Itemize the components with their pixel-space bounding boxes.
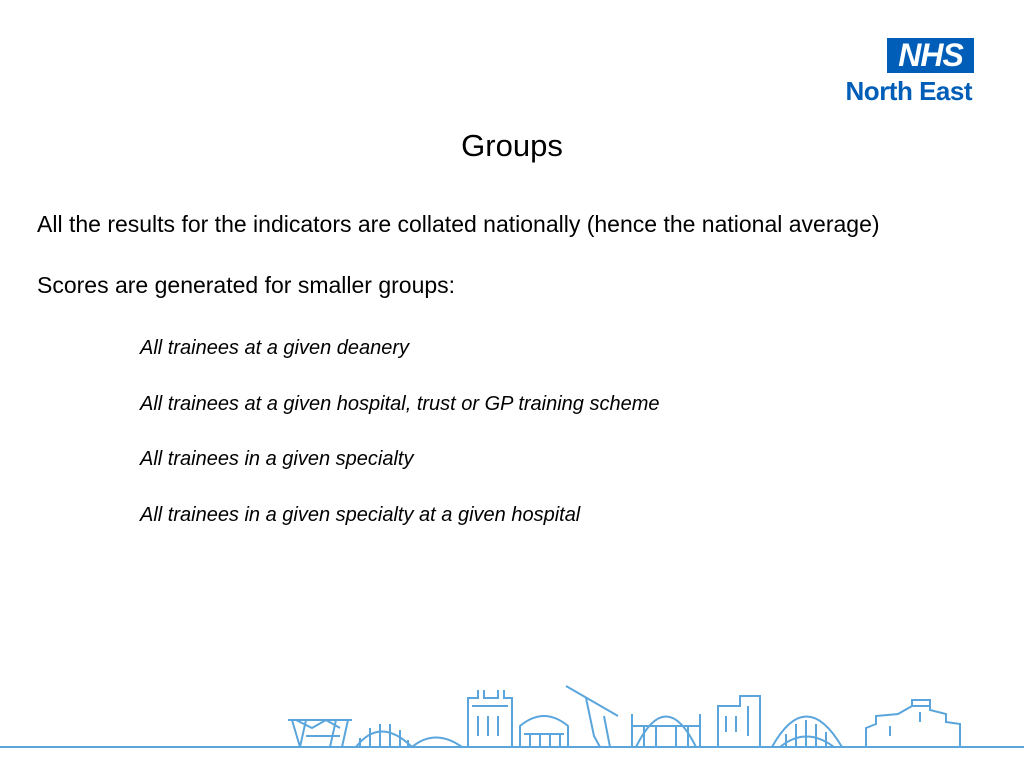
north-east-skyline-illustration — [0, 676, 1024, 768]
nhs-north-east-logo — [828, 38, 974, 106]
sage-building-icon — [520, 716, 568, 747]
nhs-region-name: North East — [845, 76, 972, 106]
castle-icon — [866, 700, 960, 747]
smaller-groups-paragraph: Scores are generated for smaller groups: — [37, 272, 456, 298]
nhs-logo-mark: NHS — [887, 38, 974, 73]
group-list-item: All trainees at a given deanery — [140, 337, 410, 359]
cathedral-icon — [468, 690, 512, 747]
millennium-bridge-icon — [772, 717, 842, 748]
group-list — [140, 335, 660, 557]
transporter-bridge-icon — [288, 720, 352, 747]
national-results-paragraph: All the results for the indicators are collated nationally (hence the national average) — [37, 211, 880, 237]
group-list-item: All trainees in a given specialty — [140, 448, 414, 470]
keep-tower-icon — [718, 696, 760, 747]
angel-of-the-north-icon — [566, 686, 618, 747]
group-list-item: All trainees in a given specialty at a given hospital — [140, 503, 581, 526]
group-list-item: All trainees at a given hospital, trust or GP training scheme — [140, 392, 660, 415]
tyne-bridge-icon — [632, 714, 700, 747]
slide-title: Groups — [461, 128, 563, 163]
arch-bridge-icon — [356, 724, 462, 747]
